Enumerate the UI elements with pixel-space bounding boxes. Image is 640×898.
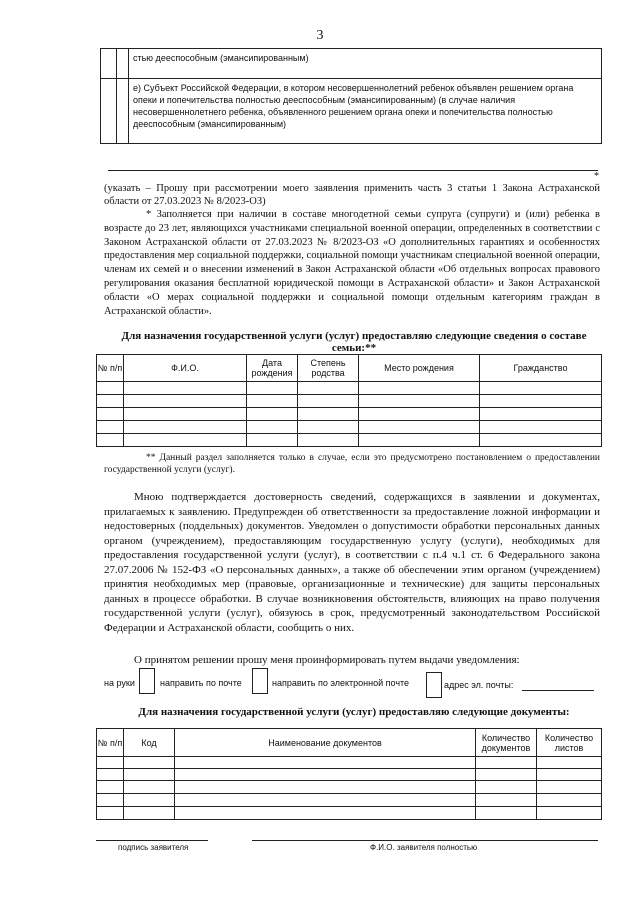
- top-table: [100, 48, 602, 144]
- table-row: [97, 434, 602, 447]
- docs-table: [96, 728, 602, 820]
- col-doc-count: Количество документов: [476, 729, 537, 757]
- hand-checkbox[interactable]: [139, 668, 155, 694]
- col-sheet-count: Количество листов: [537, 729, 602, 757]
- col-fio: Ф.И.О.: [124, 355, 247, 382]
- table-row: [97, 408, 602, 421]
- asterisk-mark: *: [594, 171, 599, 182]
- col-num: № п/п: [97, 729, 124, 757]
- family-heading: Для назначения государственной услуги (услуг) предоставляю следующие сведения о составе семьи:**: [121, 330, 587, 354]
- table-row: [97, 794, 602, 807]
- col-birthdate: Дата рождения: [247, 355, 298, 382]
- full-name-line[interactable]: [252, 840, 598, 841]
- email-checkbox[interactable]: [426, 672, 442, 698]
- col-birthplace: Место рождения: [359, 355, 480, 382]
- fill-line: [108, 170, 598, 171]
- table-row: [97, 807, 602, 820]
- table-row: [97, 382, 602, 395]
- family-table: [96, 354, 602, 447]
- option-hand-label: на руки: [104, 678, 135, 688]
- option-mail-label: направить по почте: [160, 678, 242, 688]
- footnote-family: ** Данный раздел заполняется только в случае, если это предусмотрено постановлением о предоставлении государственной услуги (услуг).: [104, 453, 600, 475]
- col-doc-name: Наименование документов: [175, 729, 476, 757]
- top-table-row-2: е) Субъект Российской Федерации, в котором несовершеннолетний ребенок объявлен решением органа опеки и попечительства полностью дееспособным (эмансипированным) (в случае наличия несовершеннолетнего ребенка, объявленного решением органа опеки и попечительства полностью дееспособным (эмансипированным): [129, 79, 602, 144]
- email-address-field[interactable]: [522, 690, 594, 691]
- mail-checkbox[interactable]: [252, 668, 268, 694]
- notify-text: О принятом решении прошу меня проинформировать путем выдачи уведомления:: [134, 654, 520, 666]
- col-num: № п/п: [97, 355, 124, 382]
- table-row: [97, 395, 602, 408]
- docs-heading: Для назначения государственной услуги (услуг) предоставляю следующие документы:: [138, 706, 570, 718]
- signature-label: подпись заявителя: [118, 843, 189, 852]
- full-name-label: Ф.И.О. заявителя полностью: [370, 843, 478, 852]
- table-row: [97, 781, 602, 794]
- signature-line[interactable]: [96, 840, 208, 841]
- col-citizenship: Гражданство: [480, 355, 602, 382]
- footnote-svo: * Заполняется при наличии в составе многодетной семьи супруга (супруги) и (или) ребенка в возрасте до 23 лет, являющихся участниками специальной военной операции, определенных в соответствии с Законом Астраханской области от 27.03.2023 № 8/2023-ОЗ «О дополнительных гарантиях и особенностях предоставления мер социальной поддержки, социальной помощи участникам специальной военной операции, членам их семей и о внесении изменений в Закон Астраханской области «Об отдельных вопросах правового регулирования оказания бесплатной юридической помощи в Астраханской области» и Закон Астраханской области «О мерах социальной поддержки и социальной помощи отдельным категориям граждан в Астраханской области».: [104, 209, 600, 317]
- table-row: [97, 757, 602, 769]
- family-table-header: [97, 355, 602, 382]
- email-address-label: адрес эл. почты:: [444, 680, 514, 690]
- table-row: [97, 769, 602, 781]
- col-code: Код: [124, 729, 175, 757]
- docs-table-header: [97, 729, 602, 757]
- top-table-row-1: стью дееспособным (эмансипированным): [129, 49, 602, 79]
- table-row: [97, 421, 602, 434]
- page-number: 3: [316, 28, 324, 43]
- note-paragraph: (указать – Прошу при рассмотрении моего заявления применить часть 3 статьи 1 Закона Астраханской области от 27.03.2023 № 8/2023-ОЗ): [104, 183, 600, 207]
- confirmation-paragraph: Мною подтверждается достоверность сведений, содержащихся в заявлении и документах, прилагаемых к заявлению. Предупрежден об ответственности за предоставление ложной информации и недостоверных (поддельных) документов. Уведомлен о допустимости обработки персональных данных органом (учреждением), предоставляющим государственную услугу (услуги), необходимых для предоставления государственной услуги (услуг), в соответствии с п.4 ч.1 ст. 6 Федерального закона 27.07.2006 № 152-ФЗ «О персональных данных», а также об обеспечении этим органом (учреждением) принятия необходимых мер (правовые, организационные и технические) для защиты персональных данных в процессе обработки. В случае возникновения обстоятельств, влияющих на право получения государственной услуги (услуг), обязуюсь в срок, предусмотренный законодательством Российской Федерации и Астраханской области, сообщить о них.: [104, 491, 600, 634]
- col-relation: Степень родства: [298, 355, 359, 382]
- option-email-label: направить по электронной почте: [272, 678, 410, 688]
